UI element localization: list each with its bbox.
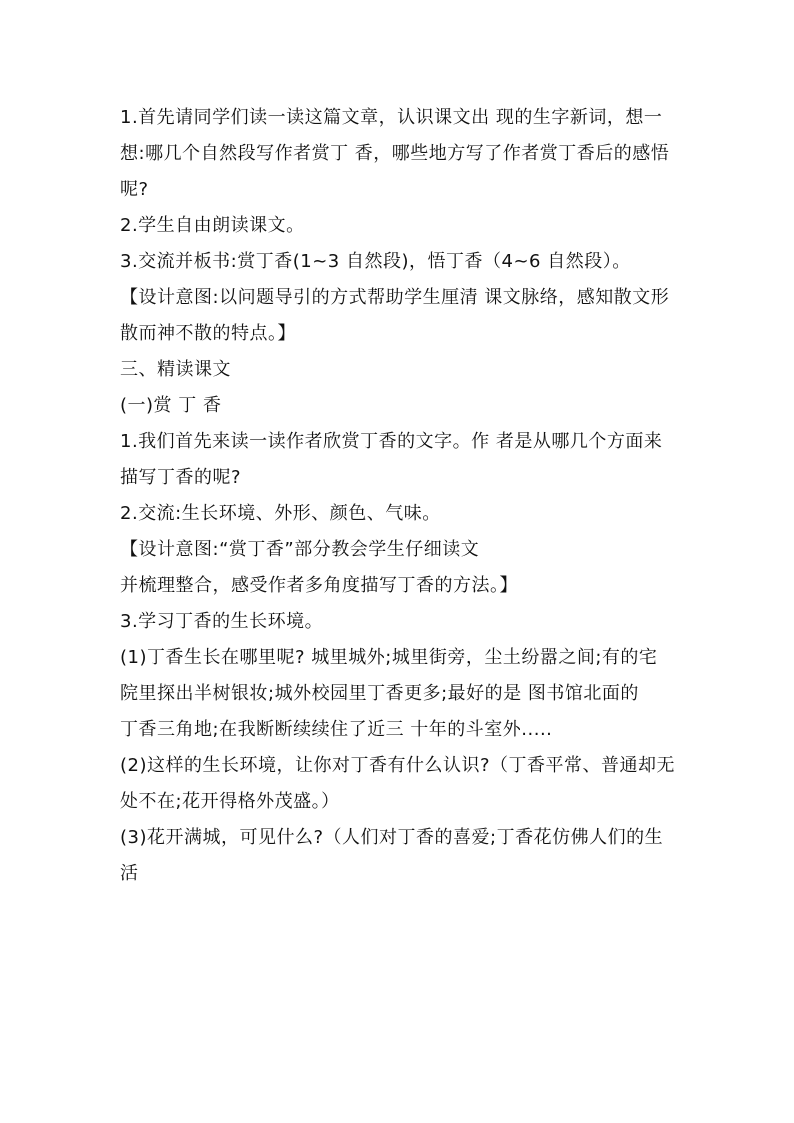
text-line-13: 【设计意图:“赏丁香”部分教会学生仔细读文 <box>120 539 480 560</box>
text-line-19: (2)这样的生长环境，让你对丁香有什么认识?（丁香平常、普通却无 <box>120 755 676 776</box>
text-line-14: 并梳理整合，感受作者多角度描写丁香的方法。】 <box>120 575 518 596</box>
text-line-16: (1)丁香生长在哪里呢? 城里城外;城里街旁，尘土纷嚣之间;有的宅 <box>120 647 658 668</box>
text-line-12: 2.交流:生长环境、外形、颜色、气味。 <box>120 503 441 524</box>
text-line-2: 想:哪几个自然段写作者赏丁 香，哪些地方写了作者赏丁香后的感悟 <box>120 143 670 164</box>
text-line-20: 处不在;花开得格外茂盛。） <box>120 791 340 812</box>
text-line-7: 散而神不散的特点。】 <box>120 323 296 344</box>
text-line-15: 3.学习丁香的生长环境。 <box>120 611 324 632</box>
document-body <box>120 100 680 892</box>
text-line-22: 活 <box>120 863 139 884</box>
subsection-heading: (一)赏 丁 香 <box>120 395 222 416</box>
text-line-17: 院里探出半树银妆;城外校园里丁香更多;最好的是 图书馆北面的 <box>120 683 639 704</box>
section-heading: 三、精读课文 <box>120 359 231 380</box>
text-line-4: 2.学生自由朗读课文。 <box>120 215 305 236</box>
text-line-6: 【设计意图:以问题导引的方式帮助学生厘清 课文脉络，感知散文形 <box>120 287 670 308</box>
text-line-18: 丁香三角地;在我断断续续住了近三 十年的斗室外..... <box>120 719 553 740</box>
text-line-11: 描写丁香的呢? <box>120 467 242 488</box>
text-line-1: 1.首先请同学们读一读这篇文章，认识课文出 现的生字新词，想一 <box>120 107 663 128</box>
text-line-3: 呢? <box>120 179 149 200</box>
text-line-5: 3.交流并板书:赏丁香(1~3 自然段)，悟丁香（4~6 自然段）。 <box>120 251 631 272</box>
text-line-10: 1.我们首先来读一读作者欣赏丁香的文字。作 者是从哪几个方面来 <box>120 431 663 452</box>
text-line-21: (3)花开满城，可见什么?（人们对丁香的喜爱;丁香花仿佛人们的生 <box>120 827 664 848</box>
